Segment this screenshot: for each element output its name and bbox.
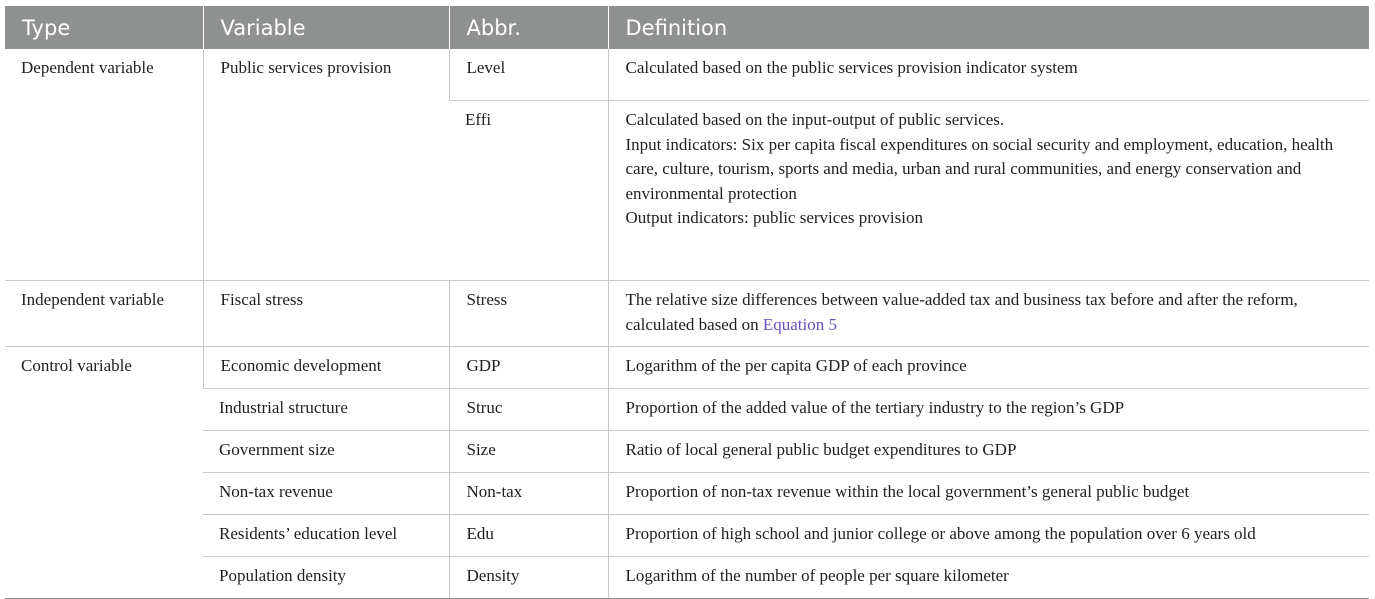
table-row xyxy=(5,473,1369,515)
variable-cell: Residents’ education level xyxy=(203,515,449,557)
definition-cell: Proportion of high school and junior college or above among the population over 6 years old xyxy=(608,515,1369,557)
abbr-cell: GDP xyxy=(449,347,608,389)
equation-link[interactable]: Equation 5 xyxy=(762,314,837,334)
header-variable: Variable xyxy=(203,6,449,49)
table-row xyxy=(5,281,1369,347)
definition-cell xyxy=(608,49,1369,101)
definition-cell: Ratio of local general public budget expenditures to GDP xyxy=(608,431,1369,473)
table-header xyxy=(5,6,1369,49)
table-row xyxy=(5,431,1369,473)
definition-cell xyxy=(608,101,1369,281)
abbr-cell: Size xyxy=(449,431,608,473)
abbr-cell: Effi xyxy=(449,101,608,281)
variables-table xyxy=(5,6,1369,599)
definition-cell xyxy=(608,281,1369,347)
variable-cell: Industrial structure xyxy=(203,389,449,431)
abbr-cell: Struc xyxy=(449,389,608,431)
abbr-cell: Edu xyxy=(449,515,608,557)
type-cell-independent: Independent variable xyxy=(5,281,203,347)
variable-cell: Economic development xyxy=(203,347,449,389)
definition-text: The relative size differences between value-added tax and business tax before and after the reform, calculated based on xyxy=(625,290,1298,334)
type-cell-control: Control variable xyxy=(5,347,203,599)
definition-cell: Logarithm of the per capita GDP of each province xyxy=(608,347,1369,389)
variable-cell: Non-tax revenue xyxy=(203,473,449,515)
table-row xyxy=(5,389,1369,431)
abbr-cell: Non-tax xyxy=(449,473,608,515)
abbr-cell: Stress xyxy=(449,281,608,347)
variable-cell-fiscal-stress: Fiscal stress xyxy=(203,281,449,347)
definition-cell: Logarithm of the number of people per square kilometer xyxy=(608,557,1369,599)
header-type: Type xyxy=(5,6,203,49)
header-definition: Definition xyxy=(608,6,1369,49)
header-abbr: Abbr. xyxy=(449,6,608,49)
definition-line: Input indicators: Six per capita fiscal expenditures on social security and employment, education, health care, culture, tourism, sports and media, urban and rural communities, and energy conservation and environmental protection xyxy=(625,134,1334,203)
abbr-cell: Density xyxy=(449,557,608,599)
table-row xyxy=(5,347,1369,389)
definition-line: Output indicators: public services provision xyxy=(625,208,923,228)
variable-cell-public-services: Public services provision xyxy=(203,49,449,281)
abbr-cell: Level xyxy=(449,49,608,101)
definition-line: Calculated based on the input-output of public services. xyxy=(625,110,1005,130)
definition-line: Calculated based on the public services provision indicator system xyxy=(625,58,1078,77)
type-cell-dependent: Dependent variable xyxy=(5,49,203,281)
definition-cell: Proportion of the added value of the tertiary industry to the region’s GDP xyxy=(608,389,1369,431)
variable-cell: Government size xyxy=(203,431,449,473)
table-row xyxy=(5,557,1369,599)
definition-cell: Proportion of non-tax revenue within the local government’s general public budget xyxy=(608,473,1369,515)
table-row xyxy=(5,515,1369,557)
table-row xyxy=(5,49,1369,101)
variable-cell: Population density xyxy=(203,557,449,599)
